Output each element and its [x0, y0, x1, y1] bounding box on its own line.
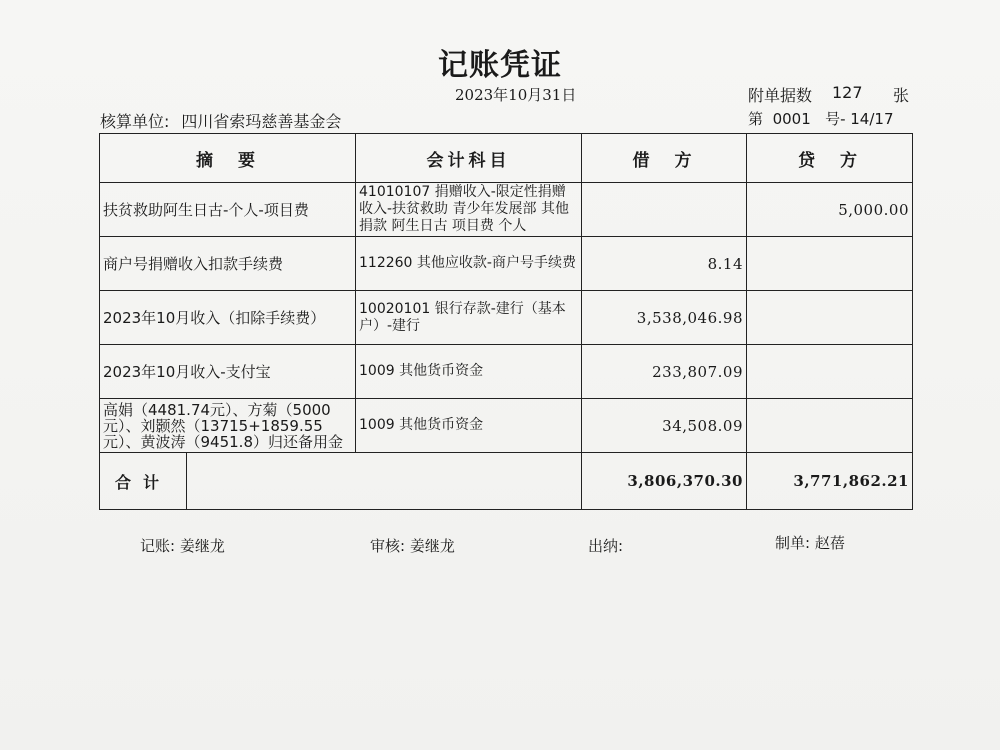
- bookkeeper-label: 记账:: [140, 537, 176, 555]
- row-debit: [582, 183, 747, 237]
- voucher-title: 记账凭证: [438, 48, 562, 83]
- signature-reviewer: [370, 535, 455, 556]
- total-row: [100, 453, 913, 510]
- attachment-label: 附单据数: [748, 86, 813, 105]
- accounting-unit-label: 核算单位:: [100, 112, 170, 131]
- bookkeeper-name: 姜继龙: [179, 537, 225, 555]
- total-label: 合计: [100, 453, 187, 509]
- preparer-label: 制单:: [775, 534, 811, 552]
- header-debit: 借 方: [582, 134, 747, 183]
- cashier-label: 出纳:: [588, 537, 624, 555]
- signature-preparer: [775, 532, 845, 553]
- total-credit: 3,771,862.21: [747, 453, 913, 510]
- row-credit: [747, 291, 913, 345]
- reviewer-name: 姜继龙: [409, 537, 455, 555]
- voucher-number-value: 0001: [772, 110, 811, 128]
- voucher-table: [99, 133, 913, 510]
- voucher-date: 2023年10月31日: [455, 86, 577, 104]
- attachment-unit: 张: [893, 86, 910, 105]
- row-summary: 商户号捐赠收入扣款手续费: [100, 237, 356, 291]
- row-credit: [747, 345, 913, 399]
- row-debit: 34,508.09: [582, 399, 747, 453]
- voucher-number-prefix: 第: [748, 110, 764, 128]
- attachment-count: [748, 83, 910, 106]
- signature-bookkeeper: [140, 535, 225, 556]
- table-row: [100, 183, 913, 237]
- table-header: [100, 134, 913, 183]
- accounting-unit: [100, 109, 341, 132]
- row-debit: 8.14: [582, 237, 747, 291]
- attachment-number: 127: [832, 83, 863, 102]
- row-summary: 2023年10月收入-支付宝: [100, 345, 356, 399]
- voucher-number: [748, 108, 894, 129]
- preparer-name: 赵蓓: [814, 534, 845, 552]
- row-credit: [747, 237, 913, 291]
- row-summary: 2023年10月收入（扣除手续费）: [100, 291, 356, 345]
- reviewer-label: 审核:: [370, 537, 406, 555]
- table-row: [100, 291, 913, 345]
- header-summary: 摘 要: [100, 134, 356, 183]
- header-credit: 贷 方: [747, 134, 913, 183]
- table-row: [100, 237, 913, 291]
- row-account: 10020101 银行存款-建行（基本户）-建行: [356, 291, 582, 345]
- table-row: [100, 399, 913, 453]
- table-row: [100, 345, 913, 399]
- row-summary: 高娟（4481.74元）、方菊（5000元）、刘颢然（13715+1859.55元）、黄波涛（9451.8）归还备用金: [100, 399, 356, 453]
- row-account: 41010107 捐赠收入-限定性捐赠收入-扶贫救助 青少年发展部 其他捐款 阿生日古 项目费 个人: [356, 183, 582, 237]
- row-debit: 3,538,046.98: [582, 291, 747, 345]
- row-summary: 扶贫救助阿生日古-个人-项目费: [100, 183, 356, 237]
- total-debit: 3,806,370.30: [582, 453, 747, 510]
- row-debit: 233,807.09: [582, 345, 747, 399]
- voucher-page: 14/17: [850, 110, 894, 128]
- row-credit: [747, 399, 913, 453]
- row-account: 1009 其他货币资金: [356, 399, 582, 453]
- total-label-cell: [100, 453, 582, 510]
- voucher-number-mid: 号-: [825, 110, 846, 128]
- row-account: 1009 其他货币资金: [356, 345, 582, 399]
- accounting-unit-name: 四川省索玛慈善基金会: [181, 112, 342, 131]
- header-account: 会计科目: [356, 134, 582, 183]
- signature-cashier: [588, 535, 628, 556]
- total-blank: [187, 453, 581, 509]
- row-account: 112260 其他应收款-商户号手续费: [356, 237, 582, 291]
- row-credit: 5,000.00: [747, 183, 913, 237]
